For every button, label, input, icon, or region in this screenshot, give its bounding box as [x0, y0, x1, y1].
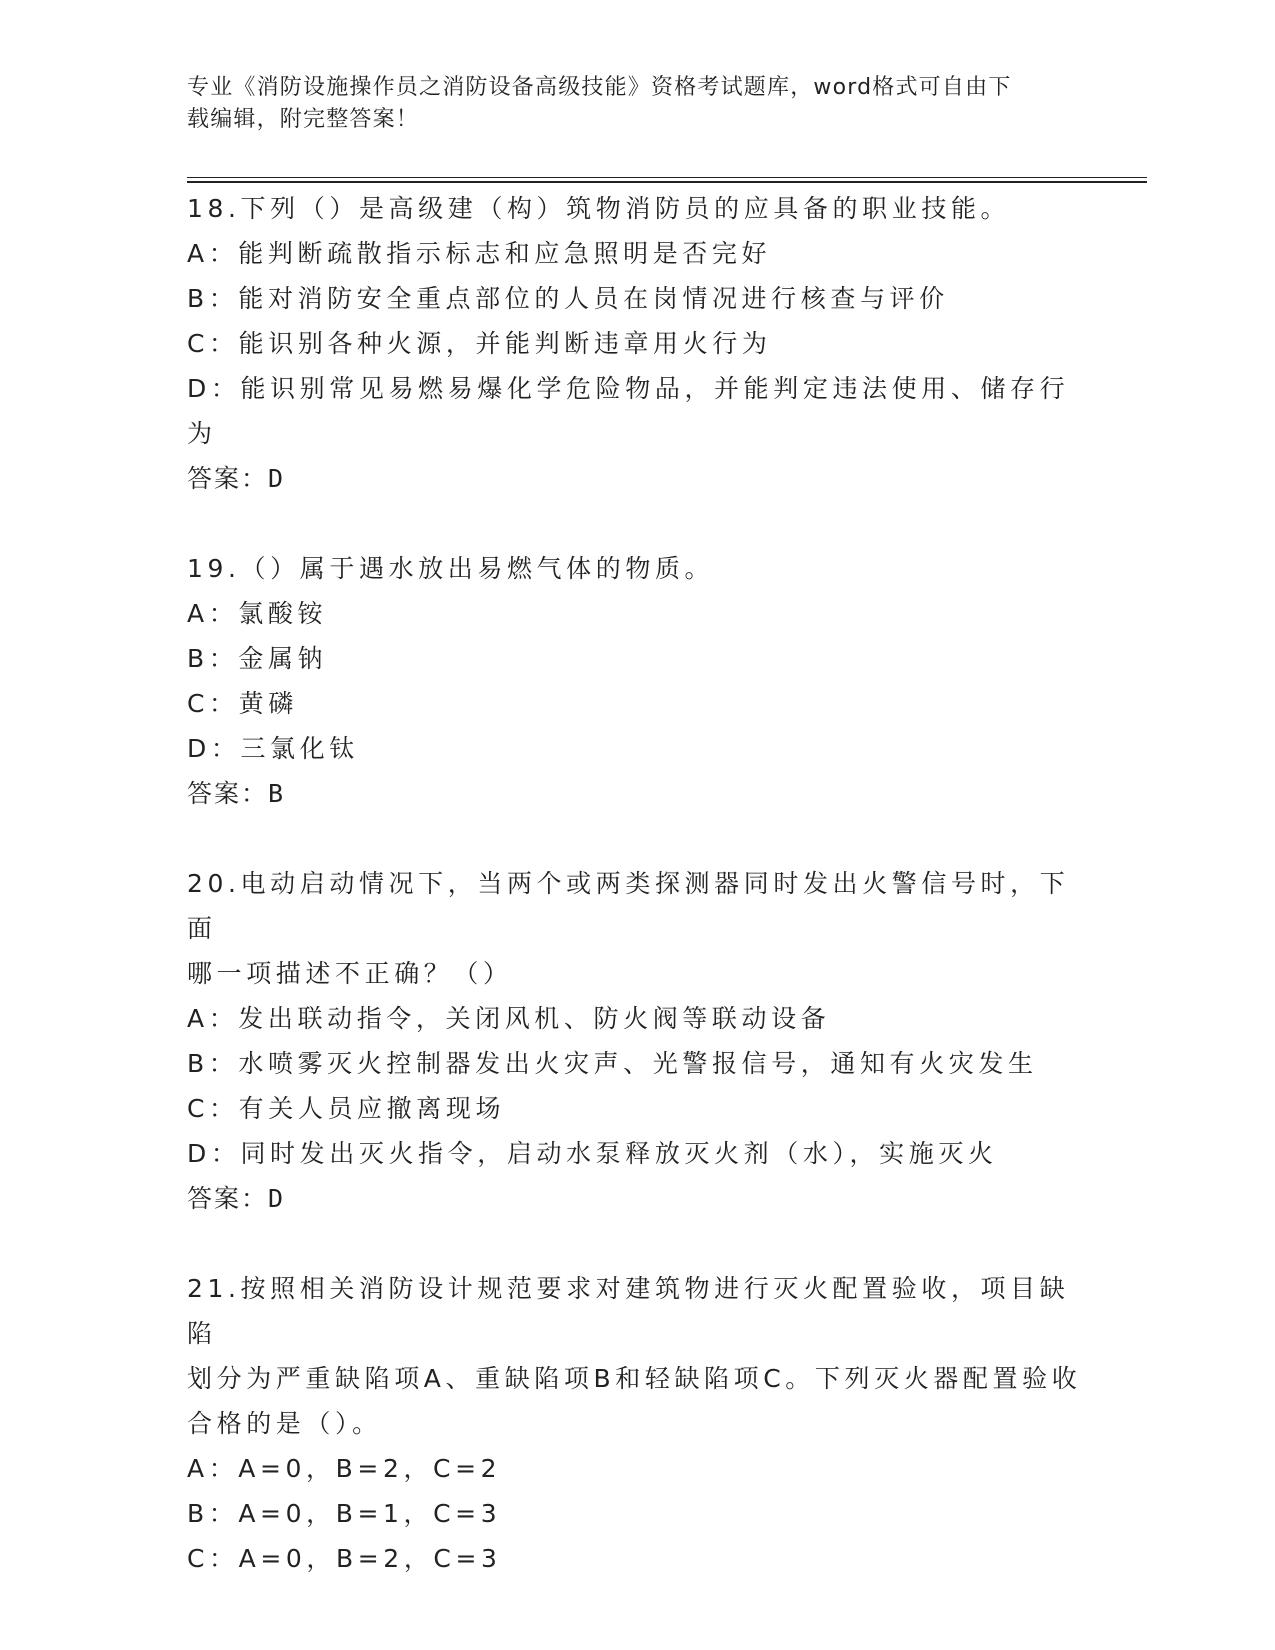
option-c: C：有关人员应撤离现场	[187, 1094, 506, 1123]
header-divider-top	[187, 177, 1147, 178]
option-a: A：发出联动指令，关闭风机、防火阀等联动设备	[187, 1004, 831, 1033]
question-stem-line-3: 合格的是（）。	[187, 1409, 382, 1438]
answer-line: 答案：B	[187, 779, 286, 808]
option-a: A：能判断疏散指示标志和应急照明是否完好	[187, 239, 772, 268]
question-stem: 18.下列（）是高级建（构）筑物消防员的应具备的职业技能。	[187, 194, 1011, 223]
option-a: A：氯酸铵	[187, 599, 328, 628]
question-stem-line-1: 20.电动启动情况下，当两个或两类探测器同时发出火警信号时，下面	[187, 869, 1070, 943]
question-stem: 19.（）属于遇水放出易燃气体的物质。	[187, 554, 715, 583]
document-header	[187, 72, 1067, 136]
question-stem-line-1: 21.按照相关消防设计规范要求对建筑物进行灭火配置验收，项目缺陷	[187, 1274, 1070, 1348]
option-c: C：A=0，B=2，C=3	[187, 1544, 502, 1573]
option-b: B：A=0，B=1，C=3	[187, 1499, 502, 1528]
header-divider-bottom	[187, 181, 1147, 183]
question-21	[187, 1266, 1087, 1581]
option-d: D：三氯化钛	[187, 734, 359, 763]
answer-line: 答案：D	[187, 464, 286, 493]
option-d: D：同时发出灭火指令，启动水泵释放灭火剂（水），实施灭火	[187, 1139, 998, 1168]
question-19	[187, 546, 1087, 816]
header-line-2: 载编辑，附完整答案！	[187, 107, 420, 132]
question-20	[187, 861, 1087, 1221]
question-stem-line-2: 哪一项描述不正确？（）	[187, 959, 513, 988]
option-b: B：水喷雾灭火控制器发出火灾声、光警报信号，通知有火灾发生	[187, 1049, 1038, 1078]
option-c: C：黄磷	[187, 689, 298, 718]
answer-line: 答案：D	[187, 1184, 286, 1213]
option-b: B：金属钠	[187, 644, 328, 673]
header-line-1: 专业《消防设施操作员之消防设备高级技能》资格考试题库，word格式可自由下	[187, 75, 1012, 100]
question-list	[187, 186, 1087, 1581]
option-b: B：能对消防安全重点部位的人员在岗情况进行核查与评价	[187, 284, 949, 313]
question-18	[187, 186, 1087, 501]
option-d: D：能识别常见易燃易爆化学危险物品，并能判定违法使用、储存行为	[187, 374, 1070, 448]
question-stem-line-2: 划分为严重缺陷项A、重缺陷项B和轻缺陷项C。下列灭火器配置验收	[187, 1364, 1082, 1393]
option-c: C：能识别各种火源，并能判断违章用火行为	[187, 329, 772, 358]
option-a: A：A=0，B=2，C=2	[187, 1454, 502, 1483]
